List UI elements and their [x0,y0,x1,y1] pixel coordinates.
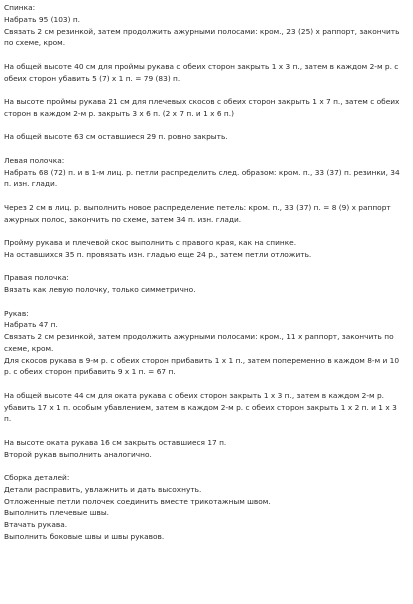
text-line: На общей высоте 44 см для оката рукава с обеих сторон закрыть 1 х 3 п., затем в каждом 2-м р. [4,390,385,400]
text-line: Правая полочка: [4,273,69,283]
blank-line [4,84,408,96]
text-line: Втачать рукава. [4,520,68,529]
text-line: п. [4,414,12,424]
blank-line [4,143,408,155]
blank-line [4,378,408,390]
text-line: по схеме, кром. [4,38,66,48]
text-line: Отложенные петли полочек соединить вместе трикотажным швом. [4,496,271,506]
text-line: Набрать 95 (103) п. [4,14,81,24]
text-line: Спинка: [4,3,36,12]
text-line: Детали расправить, увлажнить и дать высохнуть. [4,484,202,494]
text-line: схеме, кром. [4,343,54,353]
text-line: Выполнить боковые швы и швы рукавов. [4,531,165,541]
text-line: Связать 2 см резинкой, затем продолжить ажурными полосами: кром., 23 (25) х раппорт, закончить [4,26,400,36]
text-line: Второй рукав выполнить аналогично. [4,449,152,459]
text-line: ажурных полос, закончить по схеме, затем 34 п. изн. глади. [4,214,242,224]
text-line: р. с обеих сторон прибавить 9 х 1 п. = 67 п. [4,367,176,377]
text-line: На высоте оката рукава 16 см закрыть оставшиеся 17 п. [4,437,227,447]
blank-line [4,225,408,237]
text-line: сторон в каждом 2-м р. закрыть 3 х 6 п. (2 х 7 п. и 1 х 6 п.) [4,108,234,118]
text-line: На оставшихся 35 п. провязать изн. гладью еще 24 р., затем петли отложить. [4,249,312,259]
text-line: На общей высоте 63 см оставшиеся 29 п. ровно закрыть. [4,132,228,142]
text-line: Рукав: [4,308,29,318]
blank-line [4,425,408,437]
blank-line [4,190,408,202]
knitting-instructions-text [4,2,408,543]
text-line: Набрать 68 (72) п. и в 1-м лиц. р. петли распределить след. образом: кром. п., 33 (37) п. резинки, 34 [4,167,400,177]
text-line: Выполнить плечевые швы. [4,508,110,518]
text-line: Набрать 47 п. [4,320,58,330]
text-line: На высоте проймы рукава 21 см для плечевых скосов с обеих сторон закрыть 1 х 7 п., затем с обеих [4,97,400,106]
text-line: Левая полочка: [4,155,65,165]
blank-line [4,49,408,61]
text-line: Сборка деталей: [4,473,70,482]
blank-line [4,120,408,132]
text-line: Вязать как левую полочку, только симметрично. [4,285,196,294]
text-line: На общей высоте 40 см для проймы рукава с обеих сторон закрыть 1 х 3 п., затем в каждом 2-м р. с [4,61,399,71]
blank-line [4,296,408,308]
blank-line [4,261,408,273]
text-line: Для скосов рукава в 9-м р. с обеих сторон прибавить 1 х 1 п., затем попеременно в каждом 8-м и 10 [4,355,400,365]
text-line: убавить 17 х 1 п. особым убавлением, затем в каждом 2-м р. с обеих сторон закрыть 1 х 2 п. и 1 х 3 [4,402,397,412]
text-line: Связать 2 см резинкой, затем продолжить ажурными полосами: кром., 11 х раппорт, закончить по [4,332,394,341]
blank-line [4,460,408,472]
text-line: Пройму рукава и плечевой скос выполнить с правого края, как на спинке. [4,238,297,247]
text-line: обеих сторон убавить 5 (7) х 1 п. = 79 (83) п. [4,73,181,83]
text-line: п. изн. глади. [4,179,58,189]
text-line: Через 2 см в лиц. р. выполнить новое распределение петель: кром. п., 33 (37) п. = 8 (9) х раппорт [4,202,391,212]
